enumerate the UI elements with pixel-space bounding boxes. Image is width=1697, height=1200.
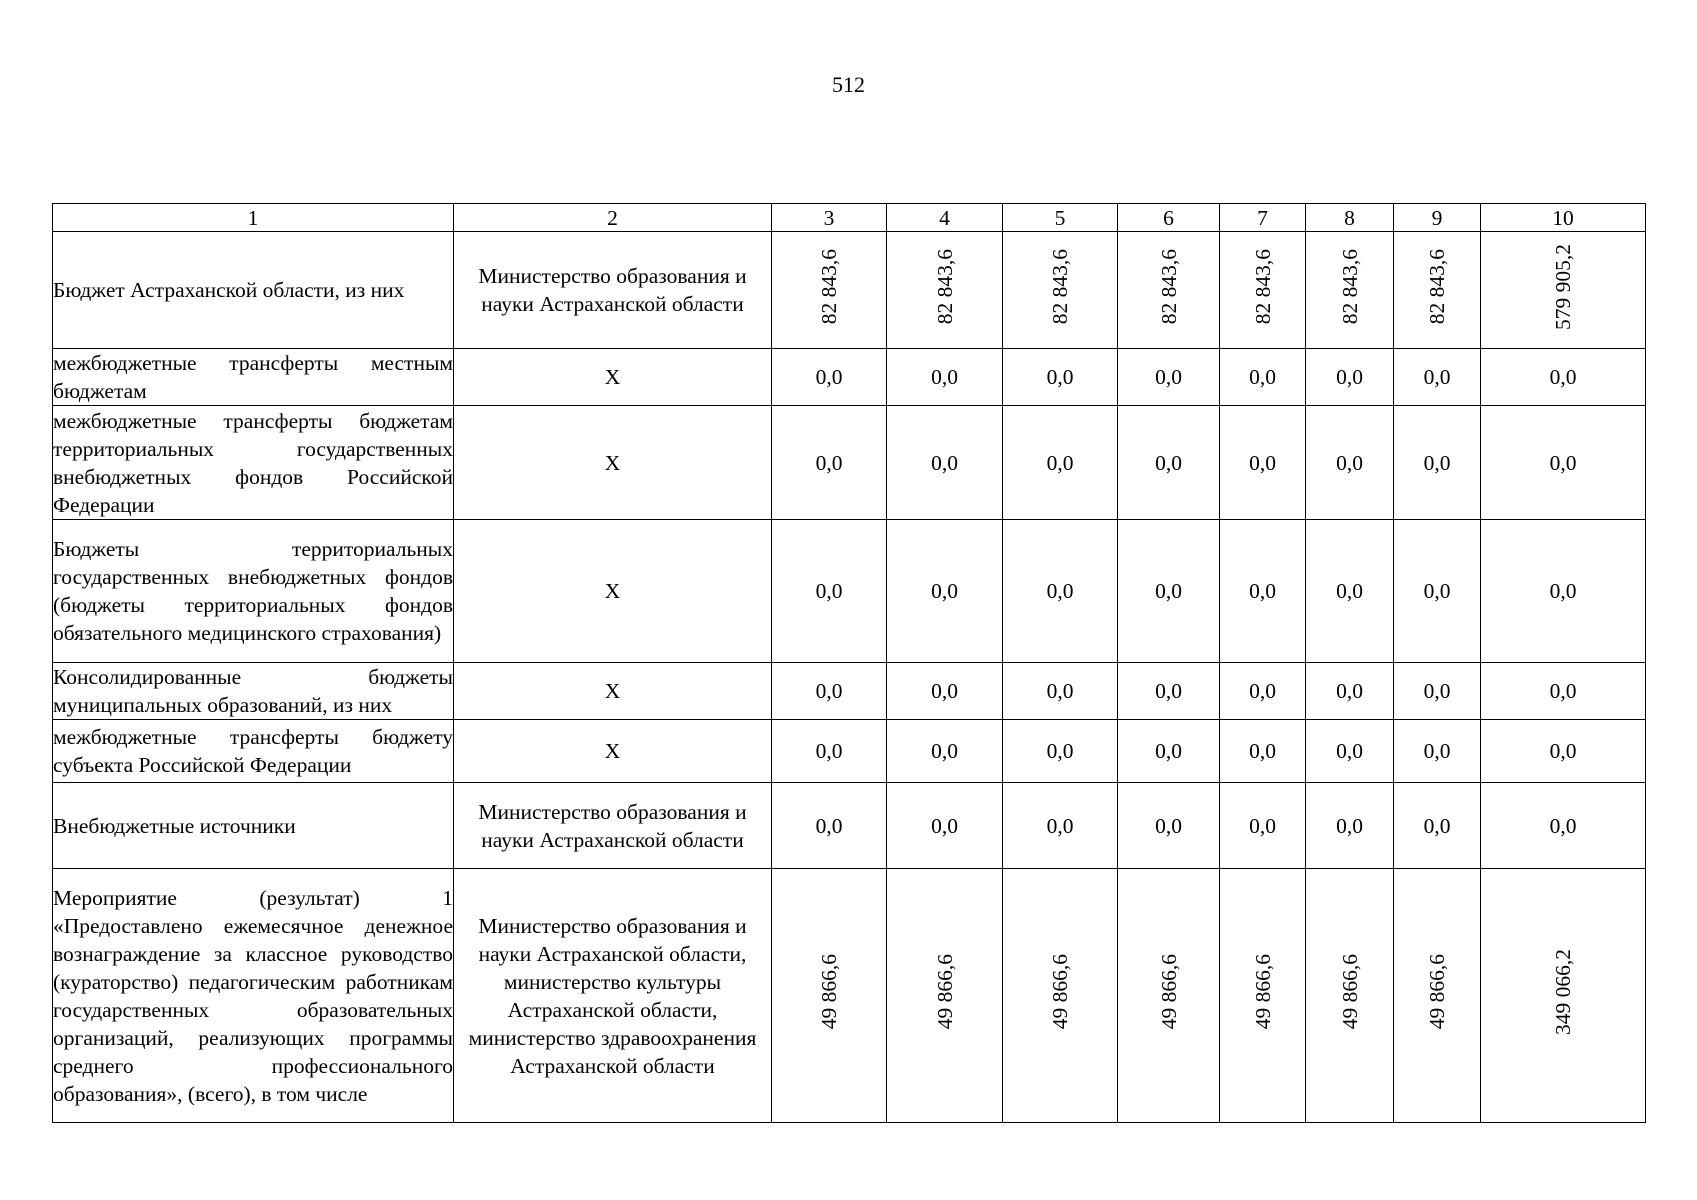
value-cell: 0,0 <box>1003 720 1118 783</box>
row-executor: Х <box>454 720 772 783</box>
value-cell: 0,0 <box>772 349 887 406</box>
value-cell: 0,0 <box>1118 349 1220 406</box>
value-cell: 0,0 <box>887 720 1003 783</box>
table-row <box>53 783 1646 869</box>
row-executor: Х <box>454 663 772 720</box>
table-row <box>53 869 1646 1123</box>
value-cell: 0,0 <box>1306 406 1394 520</box>
value-cell: 0,0 <box>1118 520 1220 663</box>
table-row <box>53 406 1646 520</box>
value-cell: 0,0 <box>1003 783 1118 869</box>
value-cell: 0,0 <box>887 349 1003 406</box>
value-cell: 0,0 <box>887 520 1003 663</box>
value-cell: 82 843,6 <box>1425 248 1449 325</box>
row-executor: Х <box>454 406 772 520</box>
value-cell: 0,0 <box>1118 720 1220 783</box>
value-cell: 0,0 <box>1394 406 1481 520</box>
value-cell: 0,0 <box>887 783 1003 869</box>
value-cell: 0,0 <box>1003 520 1118 663</box>
budget-table <box>52 203 1646 1123</box>
row-label: Консолидированные бюджеты муниципальных образований, из них <box>53 663 454 720</box>
value-cell: 0,0 <box>1118 406 1220 520</box>
total-cell: 0,0 <box>1481 783 1646 869</box>
table-row <box>53 520 1646 663</box>
column-header: 4 <box>887 204 1003 232</box>
value-cell: 0,0 <box>1220 720 1306 783</box>
row-label: Бюджеты территориальных государственных внебюджетных фондов (бюджеты территориальных фондов обязательного медицинского страхования) <box>53 520 454 663</box>
value-cell: 49 866,6 <box>932 954 957 1030</box>
row-executor: Министерство образования и науки Астраханской области, министерство культуры Астраханской области, министерство здравоохранения Астраханской области <box>454 869 772 1123</box>
value-cell: 0,0 <box>887 663 1003 720</box>
row-label: Внебюджетные источники <box>53 783 454 869</box>
value-cell: 82 843,6 <box>817 248 841 325</box>
table-header-row <box>53 204 1646 232</box>
total-cell: 349 066,2 <box>1551 949 1575 1035</box>
value-cell: 82 843,6 <box>1156 248 1181 325</box>
row-label: Бюджет Астраханской области, из них <box>53 232 454 349</box>
value-cell: 0,0 <box>772 720 887 783</box>
value-cell: 0,0 <box>1220 520 1306 663</box>
value-cell: 0,0 <box>1394 349 1481 406</box>
value-cell: 0,0 <box>772 520 887 663</box>
value-cell: 82 843,6 <box>1250 248 1275 325</box>
value-cell: 49 866,6 <box>1156 954 1181 1030</box>
table-row <box>53 663 1646 720</box>
value-cell: 82 843,6 <box>1337 248 1362 325</box>
value-cell: 0,0 <box>1306 520 1394 663</box>
row-executor: Министерство образования и науки Астраханской области <box>454 232 772 349</box>
table-row <box>53 232 1646 349</box>
value-cell: 49 866,6 <box>817 954 841 1030</box>
value-cell: 49 866,6 <box>1425 954 1449 1030</box>
value-cell: 0,0 <box>772 783 887 869</box>
value-cell: 82 843,6 <box>1048 248 1072 325</box>
value-cell: 82 843,6 <box>932 248 957 325</box>
value-cell: 0,0 <box>1118 783 1220 869</box>
value-cell: 0,0 <box>1003 406 1118 520</box>
value-cell: 0,0 <box>1394 783 1481 869</box>
column-header: 8 <box>1306 204 1394 232</box>
row-executor: Х <box>454 520 772 663</box>
value-cell: 0,0 <box>1220 406 1306 520</box>
value-cell: 0,0 <box>772 663 887 720</box>
total-cell: 0,0 <box>1481 520 1646 663</box>
column-header: 9 <box>1394 204 1481 232</box>
row-label: межбюджетные трансферты местным бюджетам <box>53 349 454 406</box>
value-cell: 0,0 <box>1003 349 1118 406</box>
value-cell: 0,0 <box>1394 663 1481 720</box>
value-cell: 0,0 <box>1003 663 1118 720</box>
total-cell: 0,0 <box>1481 349 1646 406</box>
column-header: 6 <box>1118 204 1220 232</box>
value-cell: 0,0 <box>1220 349 1306 406</box>
column-header: 1 <box>53 204 454 232</box>
value-cell: 49 866,6 <box>1250 954 1275 1030</box>
column-header: 10 <box>1481 204 1646 232</box>
row-label: межбюджетные трансферты бюджету субъекта Российской Федерации <box>53 720 454 783</box>
column-header: 7 <box>1220 204 1306 232</box>
value-cell: 0,0 <box>1394 520 1481 663</box>
value-cell: 0,0 <box>887 406 1003 520</box>
table-row <box>53 720 1646 783</box>
table-row <box>53 349 1646 406</box>
total-cell: 0,0 <box>1481 720 1646 783</box>
value-cell: 0,0 <box>772 406 887 520</box>
value-cell: 0,0 <box>1306 349 1394 406</box>
row-label: Мероприятие (результат) 1 «Предоставлено ежемесячное денежное вознаграждение за классное руководство (кураторство) педагогическим работникам государственных образовательных организаций, реализующих программы среднего профессионального образования», (всего), в том числе <box>53 869 454 1123</box>
total-cell: 0,0 <box>1481 406 1646 520</box>
value-cell: 0,0 <box>1306 663 1394 720</box>
column-header: 2 <box>454 204 772 232</box>
row-executor: Х <box>454 349 772 406</box>
value-cell: 0,0 <box>1306 720 1394 783</box>
value-cell: 0,0 <box>1306 783 1394 869</box>
value-cell: 0,0 <box>1394 720 1481 783</box>
total-cell: 579 905,2 <box>1551 243 1575 330</box>
value-cell: 0,0 <box>1220 783 1306 869</box>
value-cell: 0,0 <box>1220 663 1306 720</box>
column-header: 5 <box>1003 204 1118 232</box>
total-cell: 0,0 <box>1481 663 1646 720</box>
page-number: 512 <box>832 72 865 97</box>
column-header: 3 <box>772 204 887 232</box>
value-cell: 49 866,6 <box>1337 954 1362 1030</box>
value-cell: 49 866,6 <box>1048 954 1072 1030</box>
row-label: межбюджетные трансферты бюджетам территориальных государственных внебюджетных фондов Российской Федерации <box>53 406 454 520</box>
row-executor: Министерство образования и науки Астраханской области <box>454 783 772 869</box>
value-cell: 0,0 <box>1118 663 1220 720</box>
